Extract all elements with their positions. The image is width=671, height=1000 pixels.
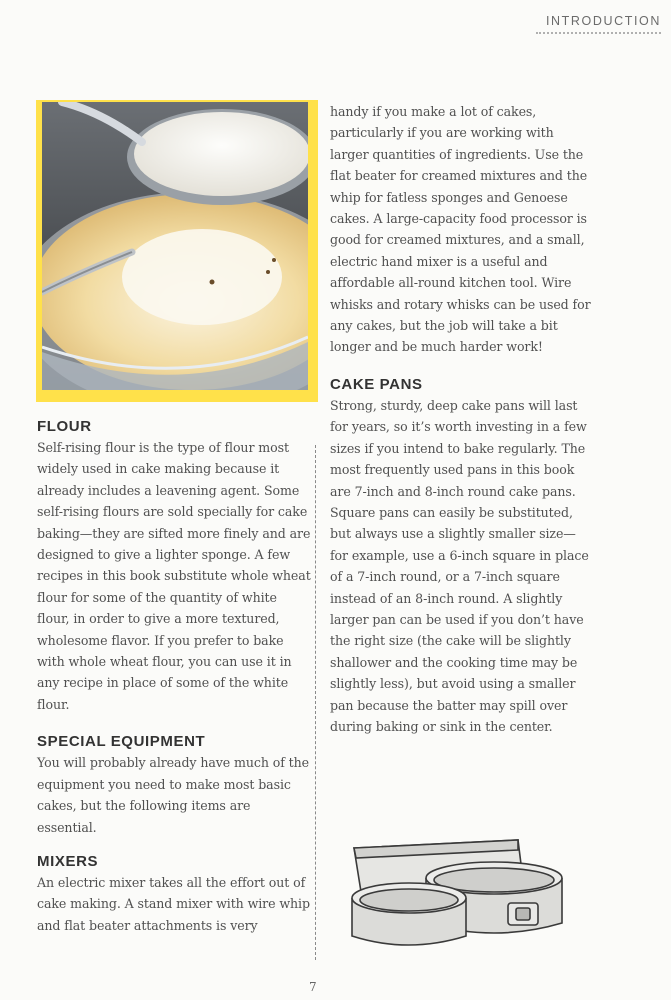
page-number: 7 — [309, 980, 317, 994]
flour-text: Self-rising flour is the type of flour most widely used in cake making because it already includes a leavening agent. Some self-rising flours are sold specially for cake baking—they are sifted more finely and are designed to give a lighter sponge. A few recipes in this book substitute whole wheat flour for some of the quantity of white flour, in order to give a more textured, wholesome flavor. If you prefer to bake with whole wheat flour, you can use it in any recipe in place of some of the white flour. — [37, 440, 311, 712]
right-column — [330, 101, 592, 737]
section-label: INTRODUCTION — [545, 14, 661, 28]
mixers-text-continued: handy if you make a lot of cakes, particularly if you are working with larger quantities of ingredients. Use the flat beater for creamed mixtures and the whip for fatless sponges and Genoese cakes. A large-capacity food processor is good for creamed mixtures, and a small, electric hand mixer is a useful and affordable all-round kitchen tool. Wire whisks and rotary whisks can be used for any cakes, but the job will take a bit longer and be much harder work! — [330, 104, 591, 355]
sifting-flour-illustration — [42, 102, 308, 390]
sifting-flour-photo — [42, 102, 308, 390]
special-equipment-text: You will probably already have much of the equipment you need to make most basic cakes, but the following items are essential. — [37, 755, 310, 835]
cake-pans-text: Strong, sturdy, deep cake pans will last for years, so it’s worth investing in a few sizes if you intend to bake regularly. The most frequently used pans in this book are 7-inch and 8-inch round cake pans. Square pans can easily be substituted, but always use a slightly smaller size—for example, use a 6-inch square in place of a 7-inch round, or a 7-inch square instead of an 8-inch round. A slightly larger pan can be used if you don’t have the right size (the cake will be slightly shallower and the cooking time may be slightly less), but avoid using a smaller pan because the batter may spill over during baking or sink in the center. — [330, 397, 589, 734]
cake-pans-drawing — [348, 828, 573, 956]
cake-pans-heading: CAKE PANS — [330, 375, 423, 393]
mixers-text-start: An electric mixer takes all the effort out of cake making. A stand mixer with wire whip and flat beater attachments is very — [37, 874, 310, 933]
column-divider — [315, 445, 316, 960]
flour-heading: FLOUR — [37, 418, 92, 435]
left-column — [37, 417, 311, 936]
mixers-heading: MIXERS — [37, 852, 99, 870]
special-equipment-heading: SPECIAL EQUIPMENT — [37, 733, 206, 751]
section-underline — [536, 32, 661, 34]
cake-pans-illustration — [348, 828, 573, 956]
